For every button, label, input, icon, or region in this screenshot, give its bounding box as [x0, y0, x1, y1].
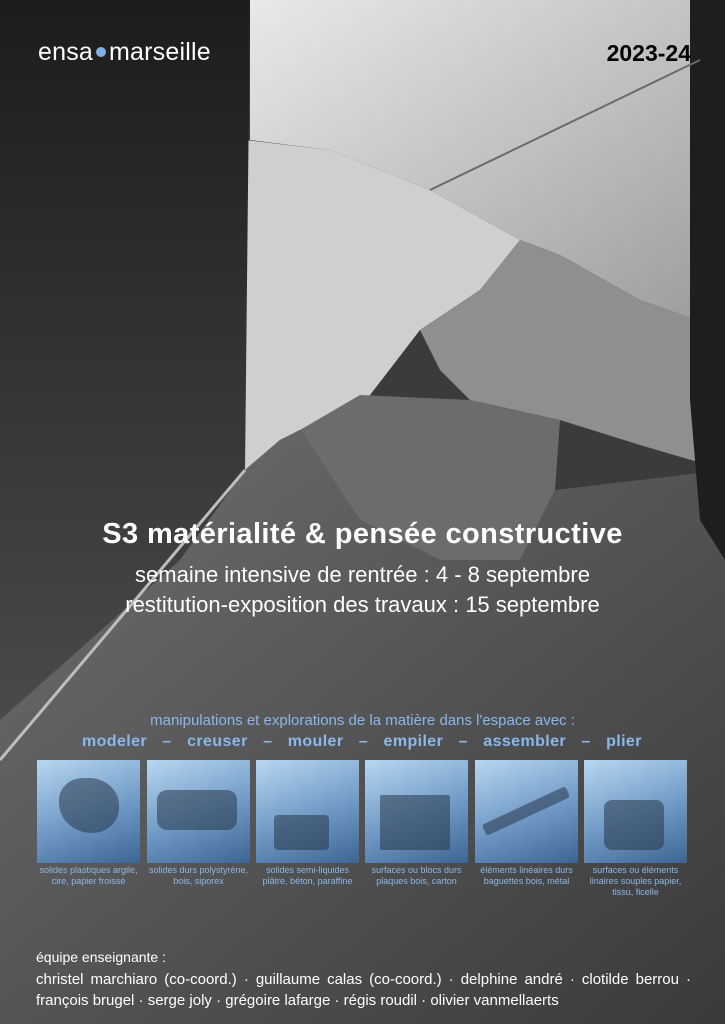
clay-hands-image	[59, 778, 119, 833]
logo-dot-icon	[96, 47, 106, 57]
caption-modeler: solides plastiques argile, cire, papier froissé	[39, 865, 138, 886]
photo-empiler	[365, 760, 468, 863]
course-title: S3 matérialité & pensée constructive	[102, 518, 623, 550]
verb-separator: –	[162, 733, 172, 750]
photo-mouler	[256, 760, 359, 863]
caption-mouler: solides semi-liquides plâtre, béton, paraffine	[262, 865, 353, 886]
photo-assembler	[475, 760, 578, 863]
workshop-intro: manipulations et explorations de la matière dans l'espace avec :	[150, 712, 575, 729]
verb-separator: –	[581, 733, 591, 750]
teaching-team-label: équipe enseignante :	[36, 949, 166, 965]
stacked-blocks-image	[380, 795, 450, 850]
caption-assembler: éléments linéaires durs baguettes bois, métal	[480, 865, 573, 886]
photo-creuser	[147, 760, 250, 863]
verb-creuser: creuser	[187, 733, 248, 750]
photo-modeler	[37, 760, 140, 863]
verb-separator: –	[263, 733, 273, 750]
caption-plier: surfaces ou éléments linaires souples papier, tissu, ficelle	[589, 865, 682, 897]
photo-plier	[584, 760, 687, 863]
verb-assembler: assembler	[483, 733, 567, 750]
exhibition-date: restitution-exposition des travaux : 15 septembre	[125, 592, 600, 617]
caption-empiler: surfaces ou blocs durs plaques bois, carton	[371, 865, 462, 886]
caption-creuser: solides durs polystyrène, bois, siporex	[148, 865, 249, 886]
sticks-image	[482, 786, 570, 836]
mould-image	[274, 815, 329, 850]
intensive-week-dates: semaine intensive de rentrée : 4 - 8 septembre	[135, 562, 590, 587]
carving-image	[157, 790, 237, 830]
verb-empiler: empiler	[383, 733, 444, 750]
workshop-photos	[37, 760, 689, 863]
verb-separator: –	[358, 733, 369, 750]
verb-plier: plier	[606, 733, 642, 750]
teaching-team-members: christel marchiaro (co-coord.) · guillaume calas (co-coord.) · delphine andré · clotilde berrou · françois brugel · serge joly · grégoire lafarge · régis roudil · olivier vanmellaerts	[36, 971, 691, 1009]
logo-text-right: marseille	[109, 38, 211, 66]
verbs-row	[82, 733, 642, 751]
ensa-marseille-logo	[38, 38, 211, 67]
verb-mouler: mouler	[287, 733, 344, 750]
verb-modeler: modeler	[82, 733, 148, 750]
verb-separator: –	[458, 733, 468, 750]
logo-text-left: ensa	[38, 38, 94, 66]
folded-paper-image	[604, 800, 664, 850]
academic-year: 2023-24	[606, 40, 691, 66]
